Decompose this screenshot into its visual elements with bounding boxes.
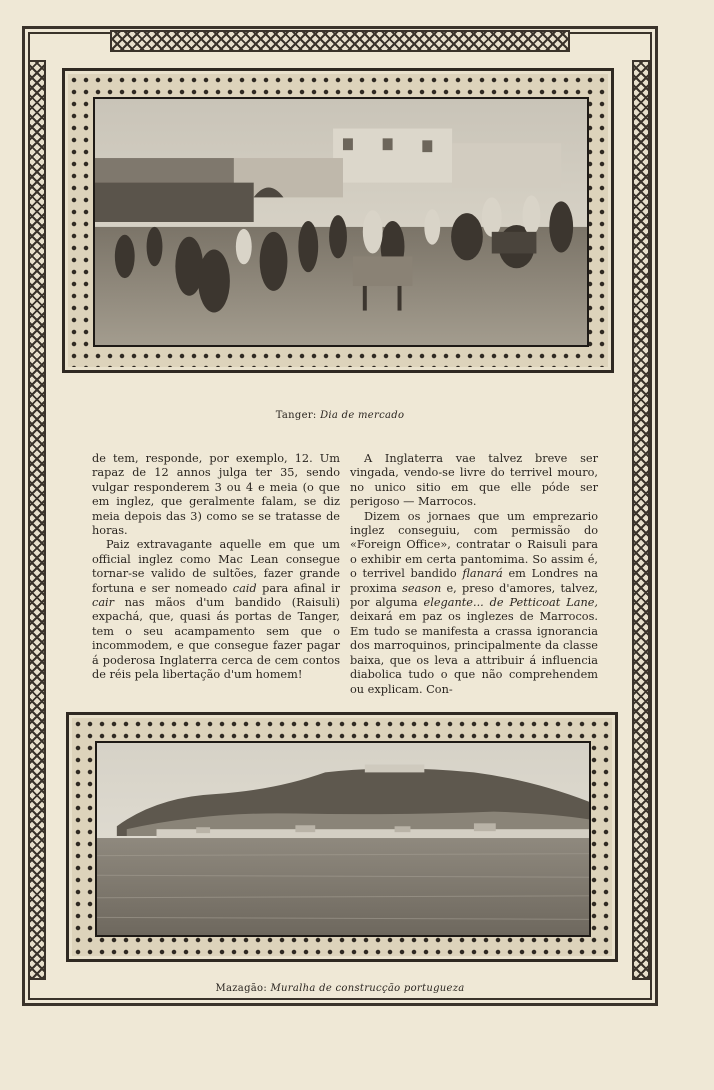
top-photo-caption <box>0 410 680 421</box>
top-photo-frame <box>62 68 614 373</box>
top-ornament-band <box>110 30 570 52</box>
bottom-photo-frame <box>66 712 618 962</box>
left-ornament-band <box>28 60 46 980</box>
caption-text: Dia de mercado <box>320 410 405 421</box>
right-text-column <box>350 452 598 697</box>
left-paragraph-2: Paiz extravagante aquelle em que um official inglez como Mac Lean consegue tornar-se valido de sultões, fazer grande fortuna e ser nomeado caid para afinal ir cair nas mãos d'um bandido (Raisuli) expachá, que, quasi ás portas de Tanger, tem o seu acampamento sem que o incommodem, e que consegue fazer pagar á poderosa Inglaterra cerca de cem contos de réis pela libertação d'um homem! <box>92 538 340 682</box>
italic-word-caid: caid <box>232 581 257 595</box>
caption-place: Mazagão: <box>215 983 268 994</box>
market-photo <box>93 97 589 347</box>
right-paragraph-1: A Inglaterra vae talvez breve ser vingada, vendo-se livre do terrivel mouro, no unico sitio em que elle póde ser perigoso — Marrocos. <box>350 452 598 509</box>
italic-word-season: season <box>402 581 442 595</box>
right-paragraph-2: Dizem os jornaes que um emprezario inglez conseguiu, com permissão do «Foreign Office», contratar o Raisuli para o exhibir em certa pantomima. So assim é, o terrivel bandido flanará em Londres na proxima season e, preso d'amores, talvez, por alguma elegante... de Petticoat Lane, deixará em paz os inglezes de Marrocos. Em tudo se manifesta a crassa ignorancia dos marroquinos, principalmente da classe baixa, que os leva a attribuir á influencia diabolica tudo o que não comprehendem ou explicam. Con- <box>350 509 599 696</box>
caption-place: Tanger: <box>275 410 317 421</box>
left-paragraph-1: de tem, responde, por exemplo, 12. Um rapaz de 12 annos julga ter 35, sendo vulgar responderem 3 ou 4 e meia (o que em inglez, que geralmente falam, se diz meia depois das 3) como se se tratasse de horas. <box>92 452 340 538</box>
italic-word-flanara: flanará <box>462 567 503 581</box>
italic-word-cair: cair <box>92 596 115 610</box>
caption-text: Muralha de construcção portugueza <box>270 983 465 994</box>
coast-photo <box>95 741 591 937</box>
left-text-column <box>92 452 340 683</box>
italic-phrase-elegante: elegante... de Petticoat Lane, <box>423 596 599 610</box>
bottom-photo-caption <box>0 983 680 994</box>
right-ornament-band <box>632 60 650 980</box>
